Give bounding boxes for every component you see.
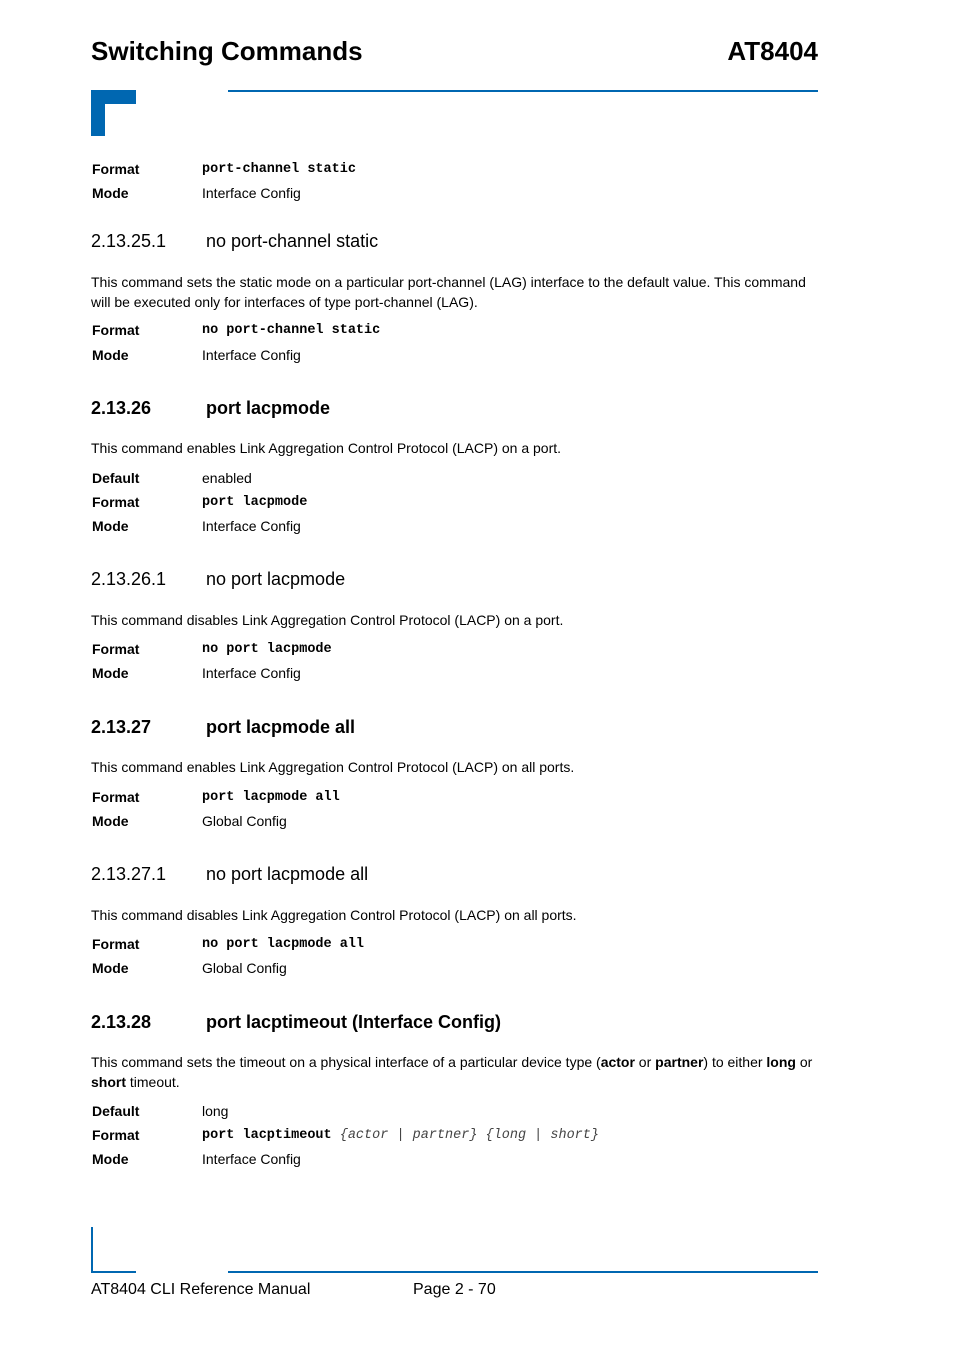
format-value: no port lacpmode xyxy=(202,642,332,657)
section-title: no port lacpmode xyxy=(206,569,346,589)
section-number: 2.13.25.1 xyxy=(91,231,167,251)
header-corner-mark-horizontal xyxy=(91,90,136,104)
section-description: This command disables Link Aggregation Control Protocol (LACP) on a port. xyxy=(91,612,564,628)
mode-value: Interface Config xyxy=(202,1151,301,1167)
description-text: or xyxy=(634,1054,656,1070)
format-value: port lacpmode all xyxy=(202,790,340,805)
section-heading xyxy=(91,231,378,252)
default-label: Default xyxy=(92,1103,140,1119)
description-text: ) to either xyxy=(703,1054,767,1070)
header-rule xyxy=(228,90,818,92)
format-label: Format xyxy=(92,494,140,510)
mode-value: Interface Config xyxy=(202,665,301,681)
mode-label: Mode xyxy=(92,518,129,534)
description-short: short xyxy=(91,1074,126,1090)
mode-label: Mode xyxy=(92,185,129,201)
mode-label: Mode xyxy=(92,960,129,976)
format-value: port lacpmode xyxy=(202,495,308,510)
footer-corner-mark-horizontal xyxy=(91,1271,136,1273)
format-value: no port lacpmode all xyxy=(202,937,365,952)
header-section-title: Switching Commands xyxy=(91,36,363,66)
section-heading xyxy=(91,1012,501,1033)
description-long: long xyxy=(766,1054,796,1070)
description-actor: actor xyxy=(600,1054,635,1070)
description-text: This command sets the timeout on a physical interface of a particular device type ( xyxy=(91,1054,601,1070)
format-arguments: {actor | partner} {long | short} xyxy=(339,1128,599,1143)
format-label: Format xyxy=(92,161,140,177)
mode-label: Mode xyxy=(92,347,129,363)
section-description: This command enables Link Aggregation Control Protocol (LACP) on a port. xyxy=(91,440,562,456)
mode-value: Interface Config xyxy=(202,185,301,201)
mode-label: Mode xyxy=(92,665,129,681)
description-text: timeout. xyxy=(126,1074,180,1090)
mode-value: Interface Config xyxy=(202,518,301,534)
description-text: or xyxy=(795,1054,813,1070)
mode-value: Global Config xyxy=(202,813,287,829)
footer-corner-mark xyxy=(91,1227,93,1273)
section-heading xyxy=(91,717,355,738)
format-value: no port-channel static xyxy=(202,323,381,338)
format-label: Format xyxy=(92,1127,140,1143)
section-title: no port-channel static xyxy=(206,231,379,251)
default-value: enabled xyxy=(202,470,252,486)
section-title: port lacpmode all xyxy=(206,717,356,737)
footer-page-number: Page 2 - 70 xyxy=(413,1281,496,1298)
format-value: port-channel static xyxy=(202,162,356,177)
default-value: long xyxy=(202,1103,229,1119)
section-title: port lacptimeout (Interface Config) xyxy=(206,1012,502,1032)
section-description: This command enables Link Aggregation Control Protocol (LACP) on all ports. xyxy=(91,759,575,775)
section-number: 2.13.26 xyxy=(91,398,152,418)
section-description xyxy=(91,1052,818,1092)
header-product-name: AT8404 xyxy=(727,36,818,66)
format-value xyxy=(202,1128,599,1143)
section-description: This command sets the static mode on a particular port-channel (LAG) interface to the default value. This command will be executed only for interfaces of type port-channel (LAG). xyxy=(91,274,806,310)
section-number: 2.13.26.1 xyxy=(91,569,167,589)
section-title: no port lacpmode all xyxy=(206,864,369,884)
section-title: port lacpmode xyxy=(206,398,331,418)
format-label: Format xyxy=(92,789,140,805)
section-heading xyxy=(91,398,330,419)
footer-manual-title: AT8404 CLI Reference Manual xyxy=(91,1281,311,1298)
section-number: 2.13.27.1 xyxy=(91,864,167,884)
mode-label: Mode xyxy=(92,813,129,829)
default-label: Default xyxy=(92,470,140,486)
section-description: This command disables Link Aggregation Control Protocol (LACP) on all ports. xyxy=(91,907,577,923)
mode-value: Interface Config xyxy=(202,347,301,363)
section-number: 2.13.27 xyxy=(91,717,152,737)
format-label: Format xyxy=(92,936,140,952)
section-heading xyxy=(91,569,345,590)
format-command: port lacptimeout xyxy=(202,1128,332,1143)
section-heading xyxy=(91,864,368,885)
description-partner: partner xyxy=(655,1054,704,1070)
mode-label: Mode xyxy=(92,1151,129,1167)
mode-value: Global Config xyxy=(202,960,287,976)
format-label: Format xyxy=(92,641,140,657)
section-number: 2.13.28 xyxy=(91,1012,152,1032)
footer-rule xyxy=(228,1271,818,1273)
format-label: Format xyxy=(92,322,140,338)
